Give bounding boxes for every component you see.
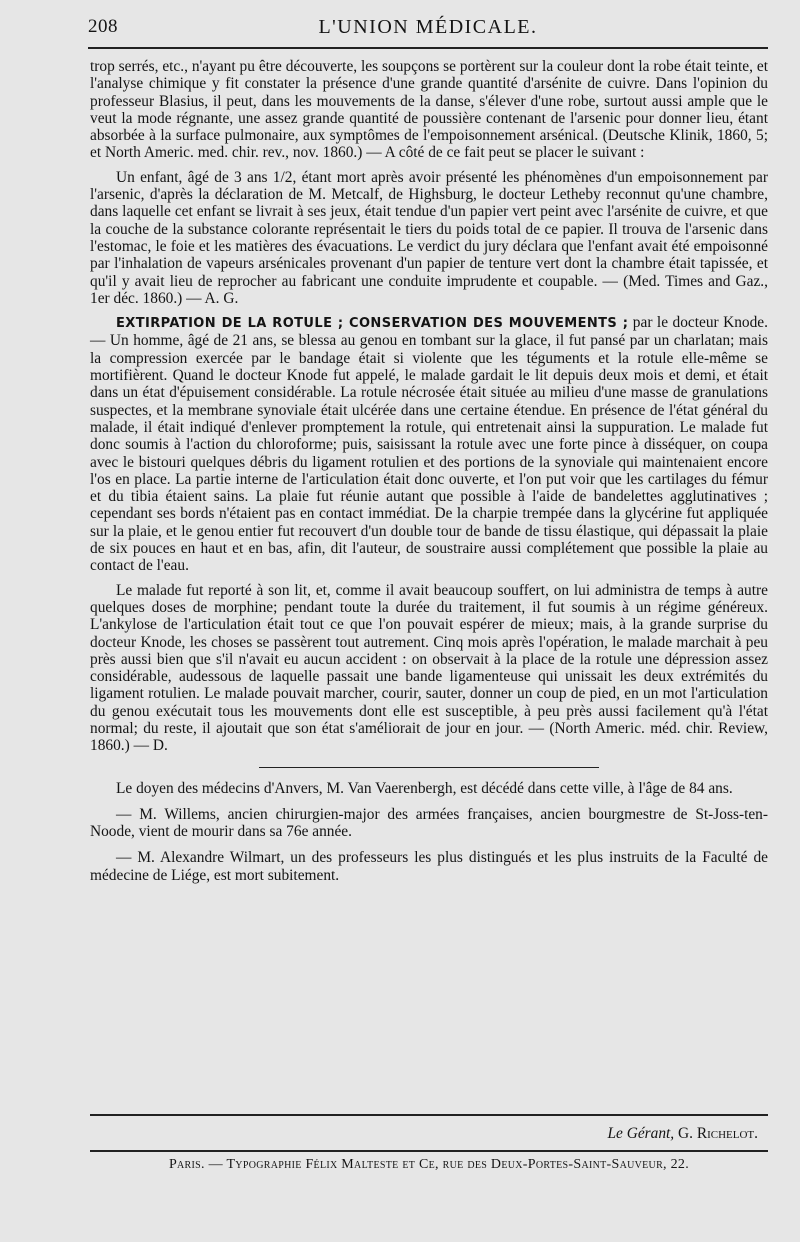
footer-rule	[90, 1114, 768, 1116]
news-item-2: — M. Willems, ancien chirurgien-major des armées françaises, ancien bourgmestre de St-Joss-ten-Noode, vient de mourir dans sa 76e année.	[90, 805, 768, 841]
page-header	[88, 16, 768, 46]
article2-paragraph-1-text: Un homme, âgé de 21 ans, se blessa au genou en tombant sur la glace, il fut pansé par un charlatan; mais la compression exercée par le bandage était si violente que les téguments et la rotule elle-même se mortifièrent. Quand le docteur Knode fut appelé, le malade gardait le lit depuis deux mois et demi, et était dans un état d'épuisement considérable. La rotule nécrosée était située au milieu d'une masse de granulations suspectes, et la membrane synoviale était ulcérée dans une certaine étendue. En présence de l'état général du malade, il était indiqué d'enlever promptement la rotule, qui entretenait ainsi la suppuration. Le malade fut donc soumis à l'action du chloroforme; puis, saisissant la rotule avec une forte pince à disséquer, on coupa avec le bistouri quelques débris du ligament rotulien et des portions de la synoviale qui maintenaient encore l'os en place. La partie interne de l'articulation était donc ouverte, et l'on put voir que les cartilages du fémur et du tibia étaient sains. La plaie fut réunie autant que possible à l'aide de bandelettes agglutinatives ; cependant ses bords n'étaient pas en contact immédiat. De la charpie trempée dans la glycérine fut appliquée sur la plaie, et le genou entier fut recouvert d'un double tour de bande de tissu élastique, qui dépassait la plaie de six pouces en haut et en bas, afin, dit l'auteur, de soustraire aussi complétement que possible la plaie au contact de l'eau.	[90, 332, 768, 575]
page-body	[90, 58, 768, 884]
article2-heading: EXTIRPATION DE LA ROTULE ; CONSERVATION DES MOUVEMENTS ;	[116, 316, 629, 332]
article1-paragraph-2: Un enfant, âgé de 3 ans 1/2, étant mort après avoir présenté les phénomènes d'un empoisonnement par l'arsenic, d'après la déclaration de M. Metcalf, de Highsburg, le docteur Letheby reconnut qu'une chambre, dans laquelle cet enfant se livrait à ses jeux, était tendue d'un papier vert peint avec l'arsénite de cuivre, et que la couche de la substance colorante représentait le tiers du poids total de ce papier. Il trouva de l'arsenic dans l'estomac, le foie et les matières des évacuations. Le verdict du jury déclara que l'enfant avait été empoisonné par l'inhalation de vapeurs arsénicales provenant d'un papier de tenture vert dont la chambre était tapissée, et qu'il y avait lieu de reprocher au fabricant une conduite imprudente et coupable. — (Med. Times and Gaz., 1er déc. 1860.) — A. G.	[90, 168, 768, 307]
page-number: 208	[88, 16, 118, 37]
gerant-name: G. Richelot.	[678, 1125, 758, 1142]
article1-paragraph-1: trop serrés, etc., n'ayant pu être découverte, les soupçons se portèrent sur la couleur dont la robe était teinte, et l'analyse chimique y fit constater la présence d'une grande quantité d'arsénite de cuivre. Dans l'opinion du professeur Blasius, il peut, dans les mouvements de la danse, s'élever d'une robe, surtout aussi ample que le veut la mode régnante, une assez grande quantité de poussière contenant de l'arsenic pour donner lieu, étant absorbée à la surface pulmonaire, aux symptômes de l'empoisonnement arsénical. (Deutsche Klinik, 1860, 5; et North Americ. med. chir. rev., nov. 1860.) — A côté de ce fait peut se placer le suivant :	[90, 58, 768, 162]
article2-paragraph-2: Le malade fut reporté à son lit, et, comme il avait beaucoup souffert, on lui administra de temps à autre quelques doses de morphine; pendant toute la durée du traitement, il fut soumis à un régime généreux. L'ankylose de l'articulation était tout ce que l'on pouvait espérer de mieux; mais, à la grande surprise du docteur Knode, les choses se passèrent tout autrement. Cinq mois après l'opération, le malade marchait à peu près aussi bien que s'il n'avait eu aucun accident : on observait à la place de la rotule une dépression assez considérable, audessous de laquelle passait une bande ligamenteuse qui unissait les deux extrémités du ligament rotulien. Le malade pouvait marcher, courir, sauter, donner un coup de pied, en un mot l'articulation du genou exécutait tous les mouvements dont elle est susceptible, à peu près aussi facilement qu'à l'état normal; du reste, il ajoutait que son état s'améliorait de jour en jour. — (North Americ. méd. chir. Review, 1860.) — D.	[90, 581, 768, 755]
article2-byline: par le docteur Knode. —	[90, 314, 768, 350]
gerant-label: Le Gérant,	[607, 1125, 675, 1142]
news-item-1: Le doyen des médecins d'Anvers, M. Van Vaerenbergh, est décédé dans cette ville, à l'âge de 84 ans.	[116, 779, 733, 797]
gerant-signature	[90, 1125, 758, 1143]
printer-rule	[90, 1150, 768, 1152]
section-separator	[259, 767, 599, 768]
printer-imprint: Paris. — Typographie Félix Malteste et Ce, rue des Deux-Portes-Saint-Sauveur, 22.	[168, 1157, 690, 1172]
news-item-3: — M. Alexandre Wilmart, un des professeurs les plus distingués et les plus instruits de la Faculté de médecine de Liége, est mort subitement.	[90, 849, 768, 884]
journal-title: L'UNION MÉDICALE.	[318, 16, 538, 38]
header-rule	[88, 47, 768, 49]
article2-paragraph-1	[90, 314, 768, 574]
